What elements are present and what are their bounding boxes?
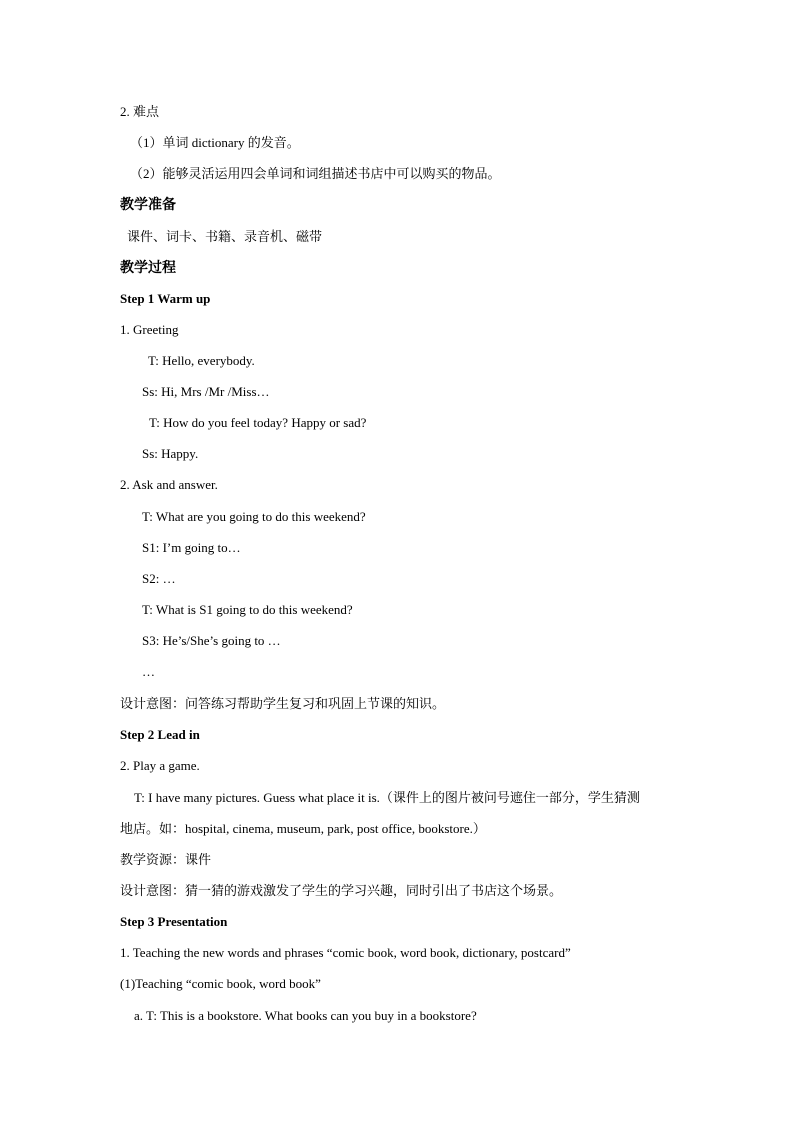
heading-teaching-preparation: 教学准备 — [120, 197, 176, 213]
heading-teaching-process: 教学过程 — [120, 260, 176, 276]
dialogue-line: Ss: Hi, Mrs /Mr /Miss… — [142, 384, 270, 399]
preparation-materials: 课件、词卡、书籍、录音机、磁带 — [127, 229, 323, 244]
step3-subitem-a: a. T: This is a bookstore. What books can you buy in a bookstore? — [134, 1008, 477, 1023]
dialogue-line: S1: I’m going to… — [142, 540, 241, 555]
dialogue-line: S3: He’s/She’s going to … — [142, 633, 281, 648]
step2-heading: Step 2 Lead in — [120, 727, 200, 742]
difficulty-item-2: （2）能够灵活运用四会单词和词组描述书店中可以购买的物品。 — [130, 166, 501, 181]
dialogue-line: Ss: Happy. — [142, 446, 199, 461]
dialogue-line: T: What are you going to do this weekend? — [142, 509, 366, 524]
step1-item-greeting: 1. Greeting — [120, 322, 179, 337]
dialogue-line: S2: … — [142, 571, 176, 586]
game-instruction-line-2: 地店。如：hospital, cinema, museum, park, post office, bookstore.） — [120, 821, 486, 836]
step2-item-play-game: 2. Play a game. — [120, 758, 200, 773]
design-intent-1: 设计意图：问答练习帮助学生复习和巩固上节课的知识。 — [120, 696, 446, 711]
teaching-resource: 教学资源：课件 — [120, 852, 212, 867]
step3-item-new-words: 1. Teaching the new words and phrases “comic book, word book, dictionary, postcard” — [120, 945, 571, 960]
design-intent-2: 设计意图：猜一猜的游戏激发了学生的学习兴趣，同时引出了书店这个场景。 — [120, 883, 563, 898]
dialogue-line: T: Hello, everybody. — [148, 353, 255, 368]
step1-heading: Step 1 Warm up — [120, 291, 211, 306]
dialogue-line: T: What is S1 going to do this weekend? — [142, 602, 353, 617]
step3-subitem-1: (1)Teaching “comic book, word book” — [120, 976, 321, 991]
dialogue-line: T: How do you feel today? Happy or sad? — [149, 415, 367, 430]
step1-item-ask-answer: 2. Ask and answer. — [120, 477, 218, 492]
section-difficulty-heading: 2. 难点 — [120, 104, 160, 119]
difficulty-item-1: （1）单词 dictionary 的发音。 — [130, 135, 300, 150]
game-instruction-line-1: T: I have many pictures. Guess what place it is.（课件上的图片被问号遮住一部分，学生猜测 — [134, 790, 640, 805]
step3-heading: Step 3 Presentation — [120, 914, 228, 929]
dialogue-ellipsis: … — [142, 664, 155, 679]
